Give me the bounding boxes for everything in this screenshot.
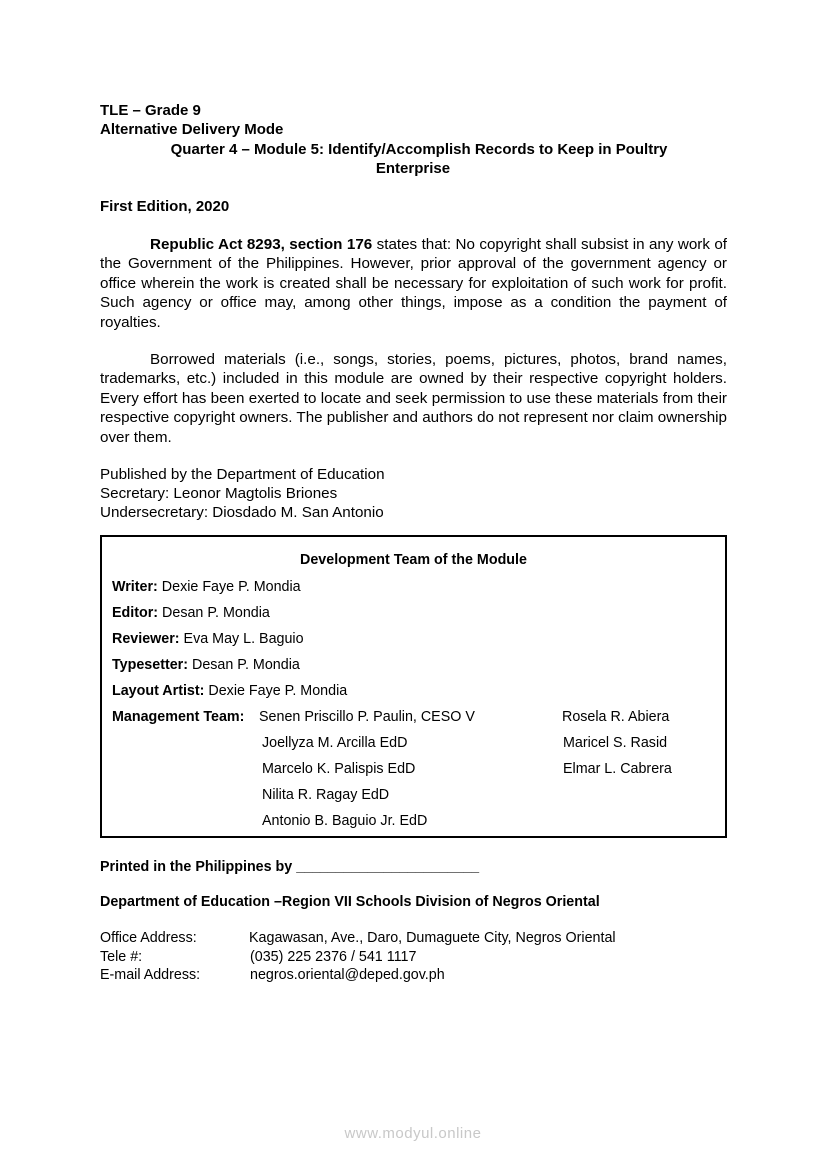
- telephone-value: (035) 225 2376 / 541 1117: [250, 949, 417, 965]
- watermark: www.modyul.online: [344, 1125, 482, 1142]
- management-member: Joellyza M. Arcilla EdD: [262, 735, 408, 751]
- management-member: Marcelo K. Palispis EdD: [262, 761, 416, 777]
- email-value: negros.oriental@deped.gov.ph: [250, 967, 445, 983]
- borrowed-materials-paragraph: Borrowed materials (i.e., songs, stories, poems, pictures, photos, brand names, trademarks, etc.) included in this module are owned by their respective copyright holders. Every effort has been exerted to locate and seek permission to use these materials from their respective copyright owners. The publisher and authors do not represent nor claim ownership over them.: [100, 351, 727, 446]
- role-name: Dexie Faye P. Mondia: [161, 579, 301, 595]
- copyright-paragraph-text: states that: No copyright shall subsist in any work of the Government of the Philippines. However, prior approval of the government agency or office wherein the work is created shall be necessary for exploitation of such work for profit. Such agency or office may, among other things, impose as a condition the payment of royalties.: [100, 236, 727, 331]
- role-label: Writer:: [112, 579, 158, 595]
- grade-title: TLE – Grade 9: [100, 102, 201, 119]
- management-member: Elmar L. Cabrera: [563, 761, 672, 777]
- role-label: Reviewer:: [112, 631, 180, 647]
- management-team-label: Management Team:: [112, 709, 245, 725]
- role-label: Editor:: [112, 605, 159, 621]
- management-member: Antonio B. Baguio Jr. EdD: [262, 813, 428, 829]
- team-heading: Development Team of the Module: [300, 552, 527, 568]
- telephone-label: Tele #:: [100, 949, 143, 965]
- management-member: Maricel S. Rasid: [563, 735, 668, 751]
- delivery-mode: Alternative Delivery Mode: [100, 121, 284, 138]
- office-address-label: Office Address:: [100, 930, 197, 946]
- management-member: Senen Priscillo P. Paulin, CESO V: [259, 709, 475, 725]
- module-title: [0, 140, 826, 159]
- module-title-line2-text: Enterprise: [375, 160, 451, 177]
- development-team-box: [100, 535, 727, 838]
- module-title-line2: [0, 159, 826, 178]
- publisher-line: Published by the Department of Education: [100, 466, 385, 483]
- printed-by: Printed in the Philippines by _______________________: [100, 859, 480, 875]
- role-name: Dexie Faye P. Mondia: [208, 683, 348, 699]
- role-editor: [112, 604, 270, 622]
- republic-act-reference: Republic Act 8293, section 176: [150, 236, 373, 253]
- edition: First Edition, 2020: [100, 198, 230, 215]
- role-label: Layout Artist:: [112, 683, 205, 699]
- role-name: Desan P. Mondia: [162, 605, 270, 621]
- office-address-value: Kagawasan, Ave., Daro, Dumaguete City, Negros Oriental: [249, 930, 616, 946]
- role-name: Eva May L. Baguio: [183, 631, 304, 647]
- role-layout-artist: [112, 682, 347, 700]
- secretary-line: Secretary: Leonor Magtolis Briones: [100, 485, 338, 502]
- email-label: E-mail Address:: [100, 967, 201, 983]
- role-reviewer: [112, 630, 304, 648]
- management-member: Rosela R. Abiera: [562, 709, 670, 725]
- role-writer: [112, 578, 301, 596]
- role-label: Typesetter:: [112, 657, 189, 673]
- management-member: Nilita R. Ragay EdD: [262, 787, 390, 803]
- role-typesetter: [112, 656, 300, 674]
- module-title-line1: Quarter 4 – Module 5: Identify/Accomplish Records to Keep in Poultry: [170, 141, 668, 158]
- undersecretary-line: Undersecretary: Diosdado M. San Antonio: [100, 504, 384, 521]
- copyright-paragraph: [100, 235, 727, 332]
- department-region: Department of Education –Region VII Schools Division of Negros Oriental: [100, 894, 600, 910]
- role-name: Desan P. Mondia: [192, 657, 300, 673]
